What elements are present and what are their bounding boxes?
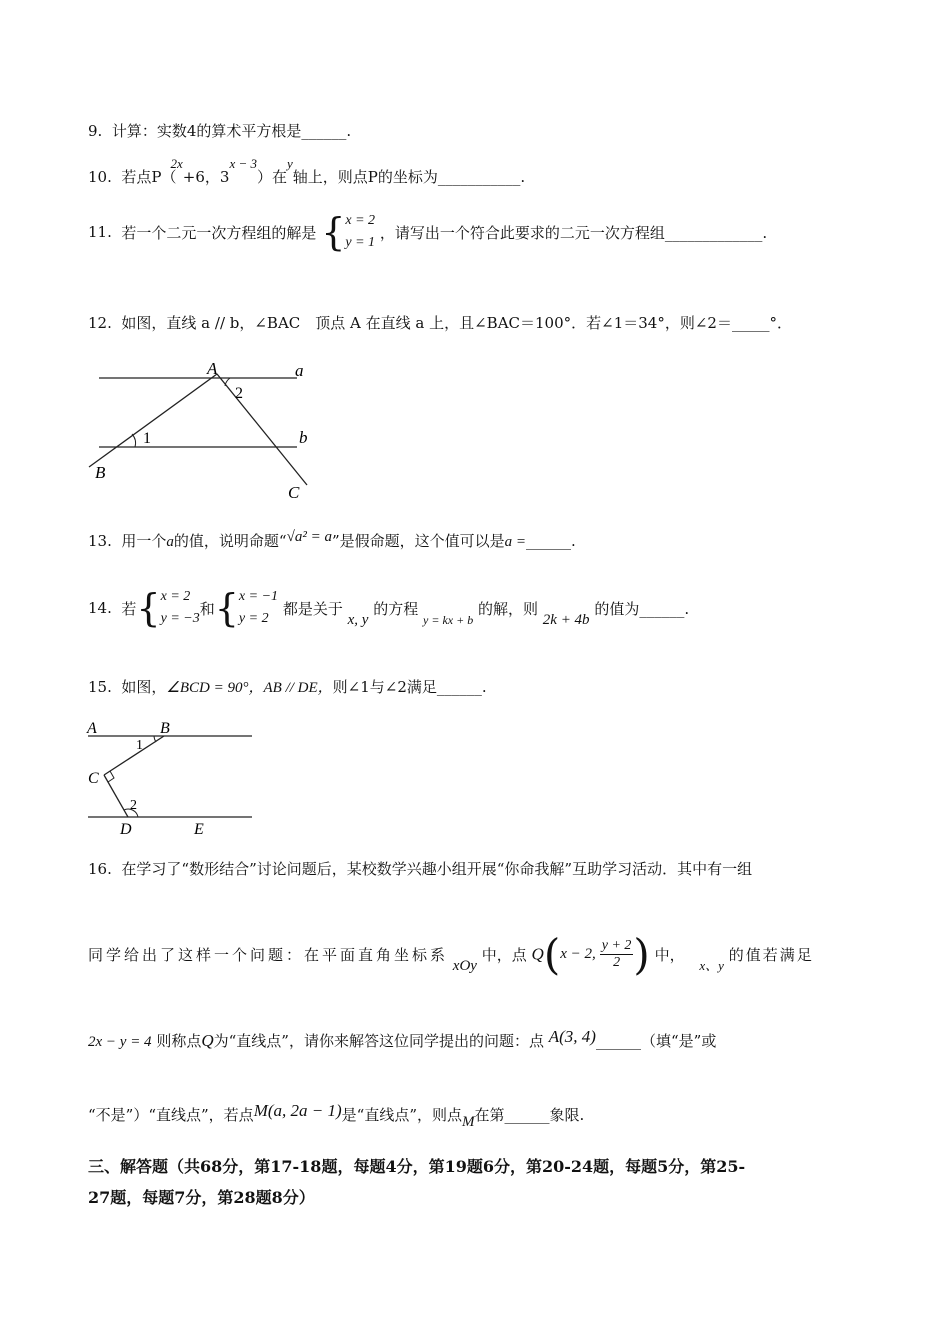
equation-system-1: x = 2 y = −3 <box>160 589 200 626</box>
label-1: 1 <box>136 738 143 753</box>
question-14: 14. 若{x = 2 y = −3和{x = −1 y = 2 都是关于 x, y 的方程 y = kx + b 的解，则 2k + 4b 的值为______. <box>88 586 690 630</box>
question-16-line-4: “不是”）“直线点”，若点M(a, 2a − 1)是“直线点”，则点M在第______象限. <box>88 1101 585 1130</box>
label-B: B <box>95 463 106 482</box>
label-E: E <box>194 821 204 838</box>
line-ac <box>217 374 307 485</box>
section-heading: 三、解答题（共68分，第17-18题，每题4分，第19题6分，第20-24题，每题5分，第25- <box>88 1157 746 1176</box>
label-D: D <box>120 821 132 838</box>
angle-1-arc <box>154 736 156 742</box>
label-C: C <box>288 483 300 502</box>
question-12: 12. 如图，直线 a // b，∠BAC 顶点 A 在直线 a 上，且∠BAC＝100°．若∠1＝34°，则∠2＝_____°． <box>88 314 792 332</box>
line-ab <box>89 374 217 467</box>
section-heading-line-2: 27题，每题7分，第28题8分） <box>88 1188 315 1207</box>
question-16-line-2: 同学给出了这样一个问题：在平面直角坐标系 xOy 中，点 Q(x − 2, $\frac{y + 2}{2}$ ) 中， x、y 的值若满足 <box>88 930 814 979</box>
segment-bc <box>104 736 164 775</box>
brace: { <box>321 210 346 254</box>
label-2: 2 <box>130 798 137 813</box>
label-a: a <box>295 361 304 380</box>
label-B: B <box>160 720 170 737</box>
label-1: 1 <box>143 430 151 447</box>
question-16-line-1: 16. 在学习了“数形结合”讨论问题后，某校数学兴趣小组开展“你命我解”互助学习活动．其中有一组 <box>88 860 753 878</box>
segment-cd <box>104 775 128 817</box>
question-16-line-3: 2x − y = 4 则称点Q为“直线点”，请你来解答这位同学提出的问题：点 A(3, 4)______（填“是”或 <box>88 1027 717 1050</box>
fraction: $\frac{y + 2}{2}$ <box>601 938 632 970</box>
equation-system-2: x = −1 y = 2 <box>238 589 279 626</box>
label-b: b <box>299 428 308 447</box>
equation-system: x = 2 y = 1 <box>345 213 376 250</box>
question-11: 11. 若一个二元一次方程组的解是 {x = 2 y = 1 ，请写出一个符合此要求的二元一次方程组_____________. <box>88 210 768 254</box>
label-C: C <box>88 770 99 787</box>
right-angle-mark <box>108 771 114 782</box>
label-A: A <box>207 359 218 378</box>
label-A: A <box>87 720 97 737</box>
question-9: 9. 计算：实数4的算术平方根是______. <box>88 122 352 140</box>
question-15: 15. 如图，∠BCD = 90°，AB // DE，则∠1与∠2满足______. <box>88 678 487 696</box>
brace: { <box>214 586 239 630</box>
figure-q12 <box>85 350 325 505</box>
question-10: 10. 若点P（2x+6，3x − 3）在y轴上，则点P的坐标为___________. <box>88 156 526 186</box>
brace: { <box>136 586 161 630</box>
figure-q15 <box>84 716 259 841</box>
label-2: 2 <box>235 385 243 402</box>
angle-2-arc <box>225 378 230 386</box>
question-13: 13. 用一个a的值，说明命题“√a² = a”是假命题，这个值可以是a =______. <box>88 529 576 550</box>
